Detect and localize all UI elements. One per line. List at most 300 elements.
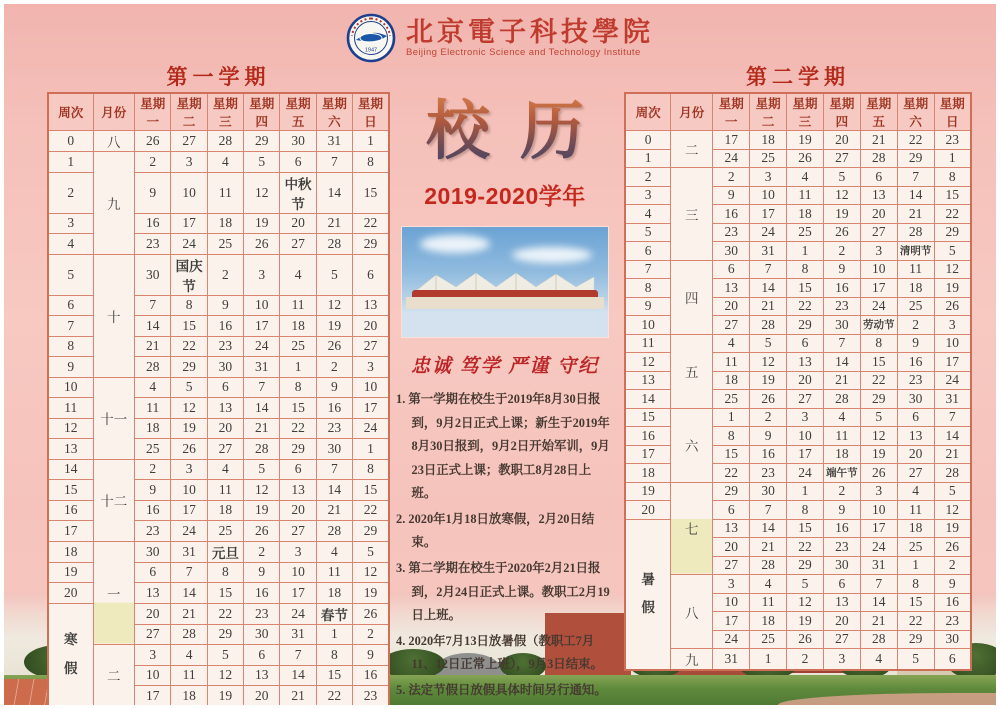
week-row [48,131,389,152]
day-cell: 6 [823,575,860,594]
day-cell: 3 [713,575,750,594]
day-cell: 19 [787,612,824,631]
week-number: 17 [625,445,671,464]
title-char: 校 [426,92,490,172]
day-cell: 7 [171,562,207,583]
day-cell: 29 [713,482,750,501]
day-cell: 20 [823,612,860,631]
day-cell: 9 [207,295,243,316]
day-cell: 29 [860,390,897,409]
day-cell: 20 [860,205,897,224]
academic-year: 2019-2020学年 [424,183,586,209]
day-cell: 2 [934,556,971,575]
day-cell: 27 [897,464,934,483]
day-cell: 8 [280,377,316,398]
day-cell: 2 [823,482,860,501]
day-cell: 22 [280,418,316,439]
day-cell: 25 [280,336,316,357]
day-cell: 28 [135,357,171,378]
day-cell: 13 [860,186,897,205]
day-cell: 17 [934,353,971,372]
day-cell: 4 [713,334,750,353]
stadium-photo [402,227,608,337]
day-cell: 11 [207,172,243,213]
column-header: 星期三 [787,93,824,131]
day-cell: 31 [171,541,207,562]
day-cell: 29 [787,556,824,575]
day-cell: 13 [353,295,389,316]
day-cell: 15 [353,480,389,501]
semester2-section [624,66,972,671]
day-cell: 12 [207,665,243,686]
column-header: 月份 [93,93,135,131]
day-cell: 10 [860,501,897,520]
day-cell: 4 [207,459,243,480]
day-cell: 12 [316,295,352,316]
day-cell: 6 [713,260,750,279]
day-cell: 29 [207,624,243,645]
day-cell: 10 [934,334,971,353]
day-cell: 9 [897,334,934,353]
day-cell: 10 [713,593,750,612]
day-cell: 31 [934,390,971,409]
day-cell: 4 [787,168,824,187]
day-cell: 29 [934,223,971,242]
month-label: 七 [671,482,713,575]
day-cell: 4 [280,254,316,295]
day-cell: 21 [750,538,787,557]
month-label: 二 [93,645,135,706]
day-cell: 6 [934,649,971,671]
photo-lawn [402,307,608,337]
day-cell: 29 [897,630,934,649]
day-cell: 31 [713,649,750,671]
column-header: 星期五 [860,93,897,131]
day-cell: 28 [897,223,934,242]
day-cell: 22 [171,336,207,357]
note-item: 1. 第一学期在校生于2019年8月30日报到，9月2日正式上课；新生于2019年8月30日报到，9月2日开始军训，9月23日正式上课；教职工8月28日上班。 [396,392,610,501]
holiday-cell: 清明节 [897,242,934,261]
day-cell: 2 [787,649,824,671]
week-number: 13 [48,439,93,460]
day-cell: 3 [280,541,316,562]
day-cell: 12 [860,427,897,446]
day-cell: 21 [750,297,787,316]
week-number: 3 [625,186,671,205]
day-cell: 5 [171,377,207,398]
day-cell: 22 [860,371,897,390]
day-cell: 8 [787,501,824,520]
day-cell: 6 [860,168,897,187]
day-cell: 11 [135,398,171,419]
day-cell: 16 [135,213,171,234]
week-number: 1 [625,149,671,168]
day-cell: 17 [860,279,897,298]
day-cell: 10 [860,260,897,279]
column-header: 星期二 [171,93,207,131]
week-number: 3 [48,213,93,234]
day-cell: 1 [934,149,971,168]
day-cell: 26 [787,630,824,649]
day-cell: 20 [280,213,316,234]
week-number: 12 [48,418,93,439]
day-cell: 1 [353,439,389,460]
day-cell: 8 [316,645,352,666]
day-cell: 14 [934,427,971,446]
month-label: 九 [671,649,713,671]
day-cell: 16 [135,500,171,521]
day-cell: 2 [750,408,787,427]
day-cell: 27 [207,439,243,460]
day-cell: 15 [171,316,207,337]
week-number: 20 [48,583,93,604]
day-cell: 12 [787,593,824,612]
day-cell: 3 [787,408,824,427]
month-label: 十 [93,254,135,377]
day-cell: 4 [897,482,934,501]
month-label: 八 [93,131,135,152]
day-cell: 5 [787,575,824,594]
day-cell: 15 [353,172,389,213]
day-cell: 22 [787,297,824,316]
day-cell: 30 [280,131,316,152]
day-cell: 28 [207,131,243,152]
week-row [48,541,389,562]
week-number: 0 [48,131,93,152]
holiday-cell: 春节 [316,603,352,624]
day-cell: 6 [135,562,171,583]
holiday-cell: 端午节 [823,464,860,483]
day-cell: 6 [353,254,389,295]
day-cell: 27 [713,316,750,335]
day-cell: 29 [353,521,389,542]
week-number: 11 [48,398,93,419]
day-cell: 7 [897,168,934,187]
semester1-table [47,92,390,705]
day-cell: 18 [823,445,860,464]
day-cell: 9 [750,427,787,446]
day-cell: 24 [244,336,280,357]
day-cell: 19 [207,686,243,706]
day-cell: 17 [713,131,750,150]
day-cell: 13 [207,398,243,419]
week-number: 8 [625,279,671,298]
day-cell: 9 [353,645,389,666]
note-item: 2. 2020年1月18日放寒假，2月20日结束。 [396,511,595,550]
column-header: 星期三 [207,93,243,131]
month-label: 二 [671,131,713,168]
school-banner [4,10,996,66]
day-cell: 1 [713,408,750,427]
day-cell: 31 [316,131,352,152]
day-cell: 27 [860,223,897,242]
day-cell: 3 [244,254,280,295]
day-cell: 14 [897,186,934,205]
day-cell: 11 [316,562,352,583]
day-cell: 2 [713,168,750,187]
day-cell: 3 [171,152,207,173]
day-cell: 13 [135,583,171,604]
day-cell: 10 [280,562,316,583]
day-cell: 20 [823,131,860,150]
day-cell: 17 [171,213,207,234]
month-label: 一 [93,541,135,645]
day-cell: 19 [787,131,824,150]
week-number: 11 [625,334,671,353]
day-cell: 7 [823,334,860,353]
day-cell: 13 [897,427,934,446]
day-cell: 5 [750,334,787,353]
day-cell: 6 [713,501,750,520]
week-number: 10 [625,316,671,335]
day-cell: 6 [280,459,316,480]
day-cell: 29 [171,357,207,378]
day-cell: 24 [280,603,316,624]
day-cell: 21 [280,686,316,706]
day-cell: 9 [713,186,750,205]
day-cell: 17 [171,500,207,521]
day-cell: 11 [207,480,243,501]
day-cell: 10 [171,480,207,501]
week-number: 5 [48,254,93,295]
week-number: 6 [48,295,93,316]
day-cell: 14 [860,593,897,612]
day-cell: 11 [280,295,316,316]
day-cell: 14 [823,353,860,372]
week-row [48,377,389,398]
day-cell: 13 [787,353,824,372]
week-number: 16 [625,427,671,446]
day-cell: 16 [244,583,280,604]
day-cell: 22 [353,213,389,234]
day-cell: 21 [897,205,934,224]
day-cell: 26 [171,439,207,460]
day-cell: 10 [244,295,280,316]
day-cell: 20 [244,686,280,706]
column-header: 星期一 [713,93,750,131]
day-cell: 15 [897,593,934,612]
school-motto: 忠诚 笃学 严谨 守纪 [410,356,600,377]
day-cell: 27 [280,234,316,255]
day-cell: 28 [823,390,860,409]
day-cell: 30 [135,541,171,562]
day-cell: 1 [897,556,934,575]
day-cell: 2 [207,254,243,295]
week-number: 17 [48,521,93,542]
day-cell: 30 [823,556,860,575]
column-header: 周次 [48,93,93,131]
column-header: 星期日 [353,93,389,131]
day-cell: 23 [823,538,860,557]
week-number: 12 [625,353,671,372]
day-cell: 18 [897,279,934,298]
day-cell: 18 [207,500,243,521]
day-cell: 23 [897,371,934,390]
week-row [48,459,389,480]
day-cell: 28 [934,464,971,483]
week-number: 4 [625,205,671,224]
day-cell: 5 [316,254,352,295]
column-header: 星期日 [934,93,971,131]
week-row [625,482,971,501]
week-row [48,254,389,295]
day-cell: 22 [934,205,971,224]
day-cell: 7 [750,260,787,279]
week-number: 8 [48,336,93,357]
day-cell: 24 [353,418,389,439]
day-cell: 16 [897,353,934,372]
day-cell: 17 [860,519,897,538]
column-header: 星期四 [244,93,280,131]
day-cell: 15 [934,186,971,205]
day-cell: 19 [316,316,352,337]
day-cell: 5 [934,482,971,501]
day-cell: 4 [171,645,207,666]
day-cell: 7 [244,377,280,398]
column-header: 星期五 [280,93,316,131]
day-cell: 9 [316,377,352,398]
day-cell: 14 [750,279,787,298]
day-cell: 13 [713,519,750,538]
semester2-heading: 第二学期 [746,66,850,89]
day-cell: 15 [713,445,750,464]
day-cell: 7 [934,408,971,427]
day-cell: 21 [171,603,207,624]
day-cell: 12 [934,260,971,279]
day-cell: 31 [860,556,897,575]
day-cell: 2 [316,357,352,378]
month-label: 十一 [93,377,135,459]
day-cell: 10 [171,172,207,213]
day-cell: 21 [823,371,860,390]
month-label: 四 [671,260,713,334]
semester2-table [624,92,972,671]
month-label: 八 [671,575,713,649]
day-cell: 28 [244,439,280,460]
holiday-cell: 元旦 [207,541,243,562]
week-number: 16 [48,500,93,521]
day-cell: 3 [823,649,860,671]
day-cell: 15 [860,353,897,372]
day-cell: 10 [750,186,787,205]
cloud [420,235,490,253]
day-cell: 21 [244,418,280,439]
week-number: 18 [625,464,671,483]
week-number: 5 [625,223,671,242]
day-cell: 17 [244,316,280,337]
day-cell: 30 [316,439,352,460]
vacation-label: 寒 假 [48,603,93,705]
day-cell: 28 [171,624,207,645]
day-cell: 5 [897,649,934,671]
day-cell: 20 [280,500,316,521]
day-cell: 11 [171,665,207,686]
day-cell: 22 [897,131,934,150]
day-cell: 24 [860,538,897,557]
column-header: 周次 [625,93,671,131]
column-header: 星期四 [823,93,860,131]
day-cell: 26 [750,390,787,409]
center-column [396,92,614,704]
day-cell: 27 [713,556,750,575]
day-cell: 27 [135,624,171,645]
day-cell: 16 [207,316,243,337]
day-cell: 23 [750,464,787,483]
day-cell: 9 [244,562,280,583]
day-cell: 22 [353,500,389,521]
day-cell: 11 [750,593,787,612]
day-cell: 26 [934,538,971,557]
semester1-heading: 第一学期 [166,66,271,89]
day-cell: 21 [316,500,352,521]
week-number: 15 [625,408,671,427]
day-cell: 24 [787,464,824,483]
day-cell: 26 [860,464,897,483]
note-item: 5. 法定节假日放假具体时间另行通知。 [396,682,607,697]
day-cell: 26 [934,297,971,316]
note-item: 3. 第二学期在校生于2020年2月21日报到，2月24日正式上课。教职工2月19日上班。 [396,560,610,623]
poster-background [4,4,996,705]
day-cell: 29 [787,316,824,335]
day-cell: 27 [353,336,389,357]
day-cell: 23 [316,418,352,439]
cloud [512,247,592,263]
day-cell: 2 [244,541,280,562]
week-number: 19 [48,562,93,583]
day-cell: 21 [860,612,897,631]
day-cell: 25 [207,521,243,542]
week-row [625,260,971,279]
day-cell: 19 [823,205,860,224]
day-cell: 23 [713,223,750,242]
day-cell: 1 [750,649,787,671]
month-label: 九 [93,152,135,255]
day-cell: 18 [713,371,750,390]
month-label: 六 [671,408,713,482]
week-row [625,131,971,150]
day-cell: 12 [353,562,389,583]
day-cell: 23 [135,234,171,255]
week-number: 2 [48,172,93,213]
week-number: 4 [48,234,93,255]
day-cell: 8 [934,168,971,187]
day-cell: 15 [280,398,316,419]
title-char: 历 [520,92,584,172]
week-number: 14 [48,459,93,480]
month-label: 五 [671,334,713,408]
day-cell: 15 [207,583,243,604]
day-cell: 30 [934,630,971,649]
day-cell: 4 [207,152,243,173]
week-number: 19 [625,482,671,501]
column-header: 星期一 [135,93,171,131]
day-cell: 2 [897,316,934,335]
day-cell: 15 [787,519,824,538]
day-cell: 24 [171,234,207,255]
day-cell: 10 [135,665,171,686]
day-cell: 13 [713,279,750,298]
day-cell: 23 [353,686,389,706]
day-cell: 23 [244,603,280,624]
day-cell: 31 [750,242,787,261]
school-name-block [406,18,654,58]
day-cell: 9 [934,575,971,594]
semester1-section [47,66,390,705]
note-item: 4. 2020年7月13日放暑假（教职工7月11、12日正常上班），9月3日结束。 [396,633,603,672]
day-cell: 27 [280,521,316,542]
day-cell: 30 [897,390,934,409]
day-cell: 30 [207,357,243,378]
